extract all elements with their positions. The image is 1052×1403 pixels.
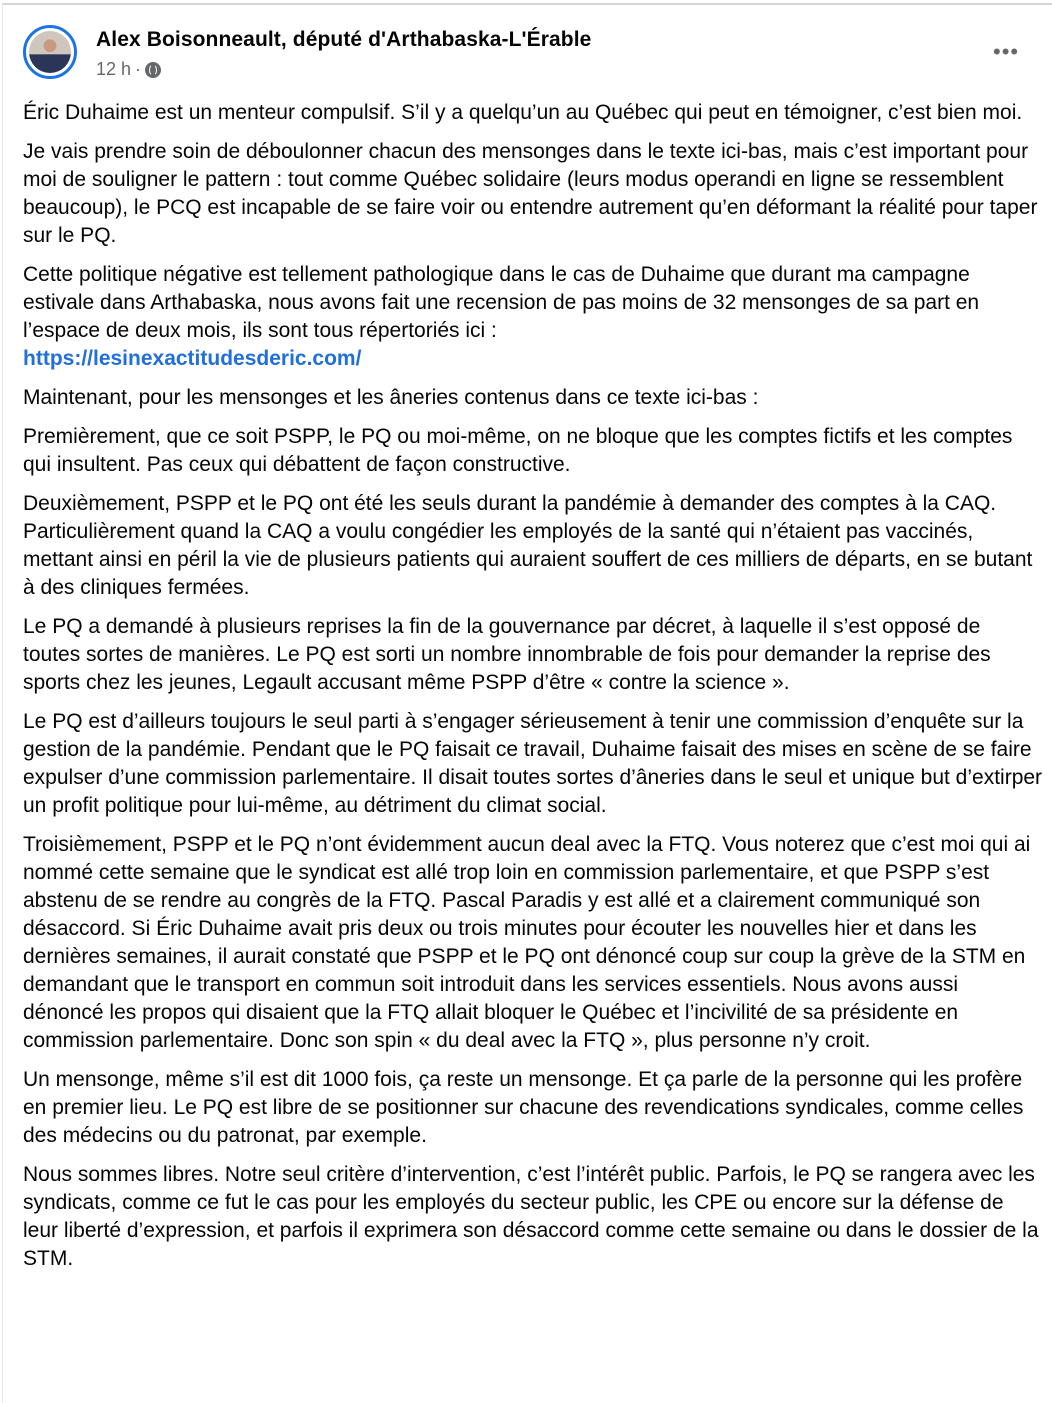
- more-options-icon[interactable]: •••: [993, 39, 1020, 64]
- post-meta: [96, 59, 161, 80]
- paragraph: Deuxièmement, PSPP et le PQ ont été les seuls durant la pandémie à demander des comptes à la CAQ. Particulièrement quand la CAQ a voulu congédier les employés de la santé qui n’étaient pas vaccinés, mettant ainsi en péril la vie de plusieurs patients qui auraient souffert de ces milliers de départs, en se butant à des cliniques fermées.: [23, 492, 1033, 599]
- external-link[interactable]: https://lesinexactitudesderic.com/: [23, 347, 362, 370]
- separator: ·: [135, 59, 142, 79]
- paragraph: Le PQ a demandé à plusieurs reprises la fin de la gouvernance par décret, à laquelle il s’est opposé de toutes sortes de manières. Le PQ est sorti un nombre innombrable de fois pour demander la reprise des sports chez les jeunes, Legault accusant même PSPP d’être « contre la science ».: [23, 615, 991, 694]
- paragraph: Maintenant, pour les mensonges et les âneries contenus dans ce texte ici-bas :: [23, 386, 759, 409]
- author-name[interactable]: Alex Boisonneault, député d'Arthabaska-L'Érable: [96, 28, 592, 51]
- paragraph: [23, 261, 1043, 373]
- paragraph: Je vais prendre soin de déboulonner chacun des mensonges dans le texte ici-bas, mais c’est important pour moi de souligner le pattern : tout comme Québec solidaire (leurs modus operandi en ligne se ressemblent beaucoup), le PCQ est incapable de se faire voir ou entendre autrement qu’en déformant la réalité pour taper sur le PQ.: [23, 140, 1038, 247]
- globe-icon[interactable]: [145, 62, 161, 78]
- post-card: [2, 3, 1052, 1403]
- paragraph: Un mensonge, même s’il est dit 1000 fois, ça reste un mensonge. Et ça parle de la personne qui les profère en premier lieu. Le PQ est libre de se positionner sur chacune des revendications syndicales, comme celles des médecins ou du patronat, par exemple.: [23, 1068, 1024, 1147]
- profile-photo: [29, 31, 71, 73]
- paragraph-text: Cette politique négative est tellement pathologique dans le cas de Duhaime que durant ma campagne estivale dans Arthabaska, nous avons fait une recension de pas moins de 32 mensonges de sa part en l’espace de deux mois, ils sont tous répertoriés ici :: [23, 263, 980, 342]
- post-body: [23, 99, 1043, 1284]
- paragraph: Nous sommes libres. Notre seul critère d’intervention, c’est l’intérêt public. Parfois, le PQ se rangera avec les syndicats, comme ce fut le cas pour les employés du secteur public, les CPE ou encore sur la défense de leur liberté d’expression, et parfois il exprimera son désaccord comme cette semaine ou dans le dossier de la STM.: [23, 1163, 1039, 1270]
- paragraph: Le PQ est d’ailleurs toujours le seul parti à s’engager sérieusement à tenir une commission d’enquête sur la gestion de la pandémie. Pendant que le PQ faisait ce travail, Duhaime faisait des mises en scène de se faire expulser d’une commission parlementaire. Il disait toutes sortes d’âneries dans le seul et unique but d’extirper un profit politique pour lui-même, au détriment du climat social.: [23, 710, 1043, 817]
- post-time[interactable]: 12 h: [96, 59, 132, 79]
- paragraph: Éric Duhaime est un menteur compulsif. S’il y a quelqu’un au Québec qui peut en témoigner, c’est bien moi.: [23, 101, 1023, 124]
- avatar[interactable]: [23, 25, 77, 79]
- paragraph: Troisièmement, PSPP et le PQ n’ont évidemment aucun deal avec la FTQ. Vous noterez que c’est moi qui ai nommé cette semaine que le syndicat est allé trop loin en commission parlementaire, et que PSPP s’est abstenu de se rendre au congrès de la FTQ. Pascal Paradis y est allé et a clairement communiqué son désaccord. Si Éric Duhaime avait pris deux ou trois minutes pour écouter les nouvelles hier et dans les dernières semaines, il aurait constaté que PSPP et le PQ ont dénoncé coup sur coup la grève de la STM en demandant que le transport en commun soit introduit dans les services essentiels. Nous avons aussi dénoncé les propos qui disaient que la FTQ allait bloquer le Québec et l’incivilité de sa présidente en commission parlementaire. Donc son spin « du deal avec la FTQ », plus personne n’y croit.: [23, 833, 1031, 1052]
- paragraph: Premièrement, que ce soit PSPP, le PQ ou moi-même, on ne bloque que les comptes fictifs et les comptes qui insultent. Pas ceux qui débattent de façon constructive.: [23, 425, 1013, 476]
